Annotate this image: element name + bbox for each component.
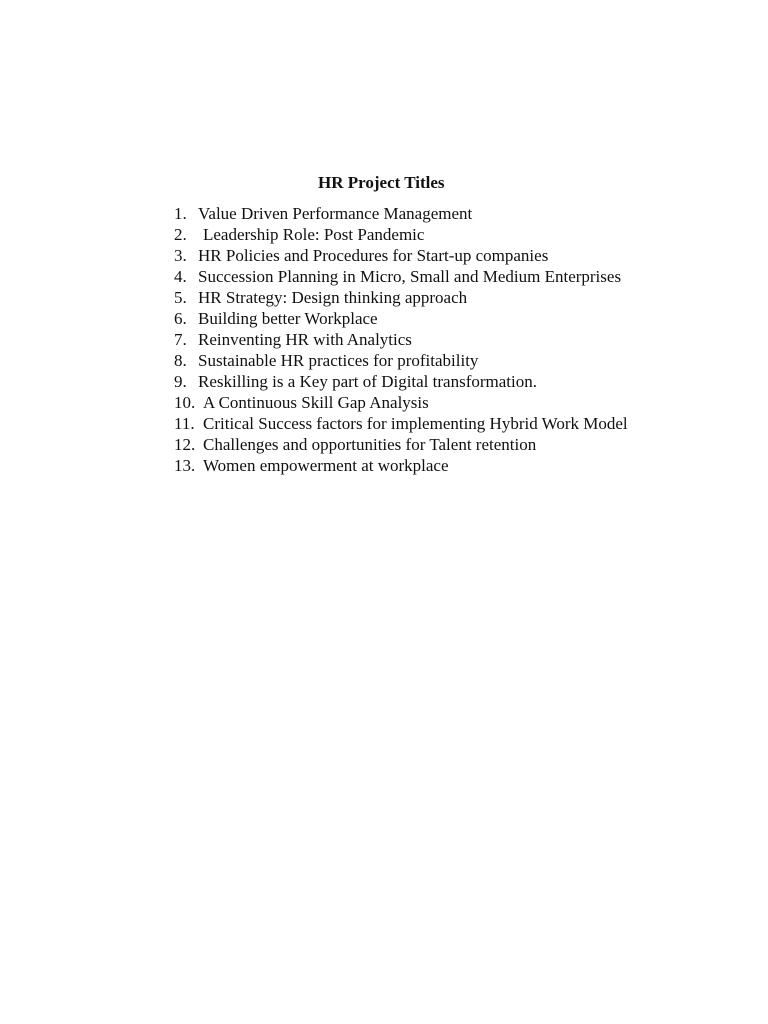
item-number: 1. [174, 204, 187, 223]
list-item [174, 434, 628, 455]
item-text: Sustainable HR practices for profitability [198, 351, 479, 370]
item-text: Building better Workplace [198, 309, 378, 328]
list-item [174, 350, 628, 371]
item-text: Value Driven Performance Management [198, 204, 473, 223]
item-number: 4. [174, 267, 187, 286]
item-text: Leadership Role: Post Pandemic [203, 225, 425, 244]
item-text: Challenges and opportunities for Talent retention [203, 435, 537, 454]
list-item [174, 308, 628, 329]
item-number: 8. [174, 351, 187, 370]
item-text: HR Strategy: Design thinking approach [198, 288, 468, 307]
item-text: Women empowerment at workplace [203, 456, 449, 475]
project-title-list [174, 203, 628, 476]
item-number: 6. [174, 309, 187, 328]
item-text: Reskilling is a Key part of Digital transformation. [198, 372, 537, 391]
item-number: 12. [174, 435, 196, 454]
list-item [174, 245, 628, 266]
item-number: 2. [174, 225, 187, 244]
item-text: Succession Planning in Micro, Small and Medium Enterprises [198, 267, 622, 286]
list-item [174, 455, 628, 476]
list-item [174, 287, 628, 308]
list-item [174, 371, 628, 392]
item-text: A Continuous Skill Gap Analysis [203, 393, 429, 412]
item-number: 7. [174, 330, 187, 349]
item-number: 5. [174, 288, 187, 307]
item-text: Critical Success factors for implementing Hybrid Work Model [203, 414, 628, 433]
item-number: 11. [174, 414, 195, 433]
item-number: 3. [174, 246, 187, 265]
list-item [174, 413, 628, 434]
item-text: Reinventing HR with Analytics [198, 330, 412, 349]
item-number: 9. [174, 372, 187, 391]
document-title: HR Project Titles [318, 173, 445, 192]
list-item [174, 329, 628, 350]
item-number: 10. [174, 393, 196, 412]
list-item [174, 203, 628, 224]
list-item [174, 224, 628, 245]
list-item [174, 392, 628, 413]
item-text: HR Policies and Procedures for Start-up companies [198, 246, 549, 265]
list-item [174, 266, 628, 287]
item-number: 13. [174, 456, 196, 475]
